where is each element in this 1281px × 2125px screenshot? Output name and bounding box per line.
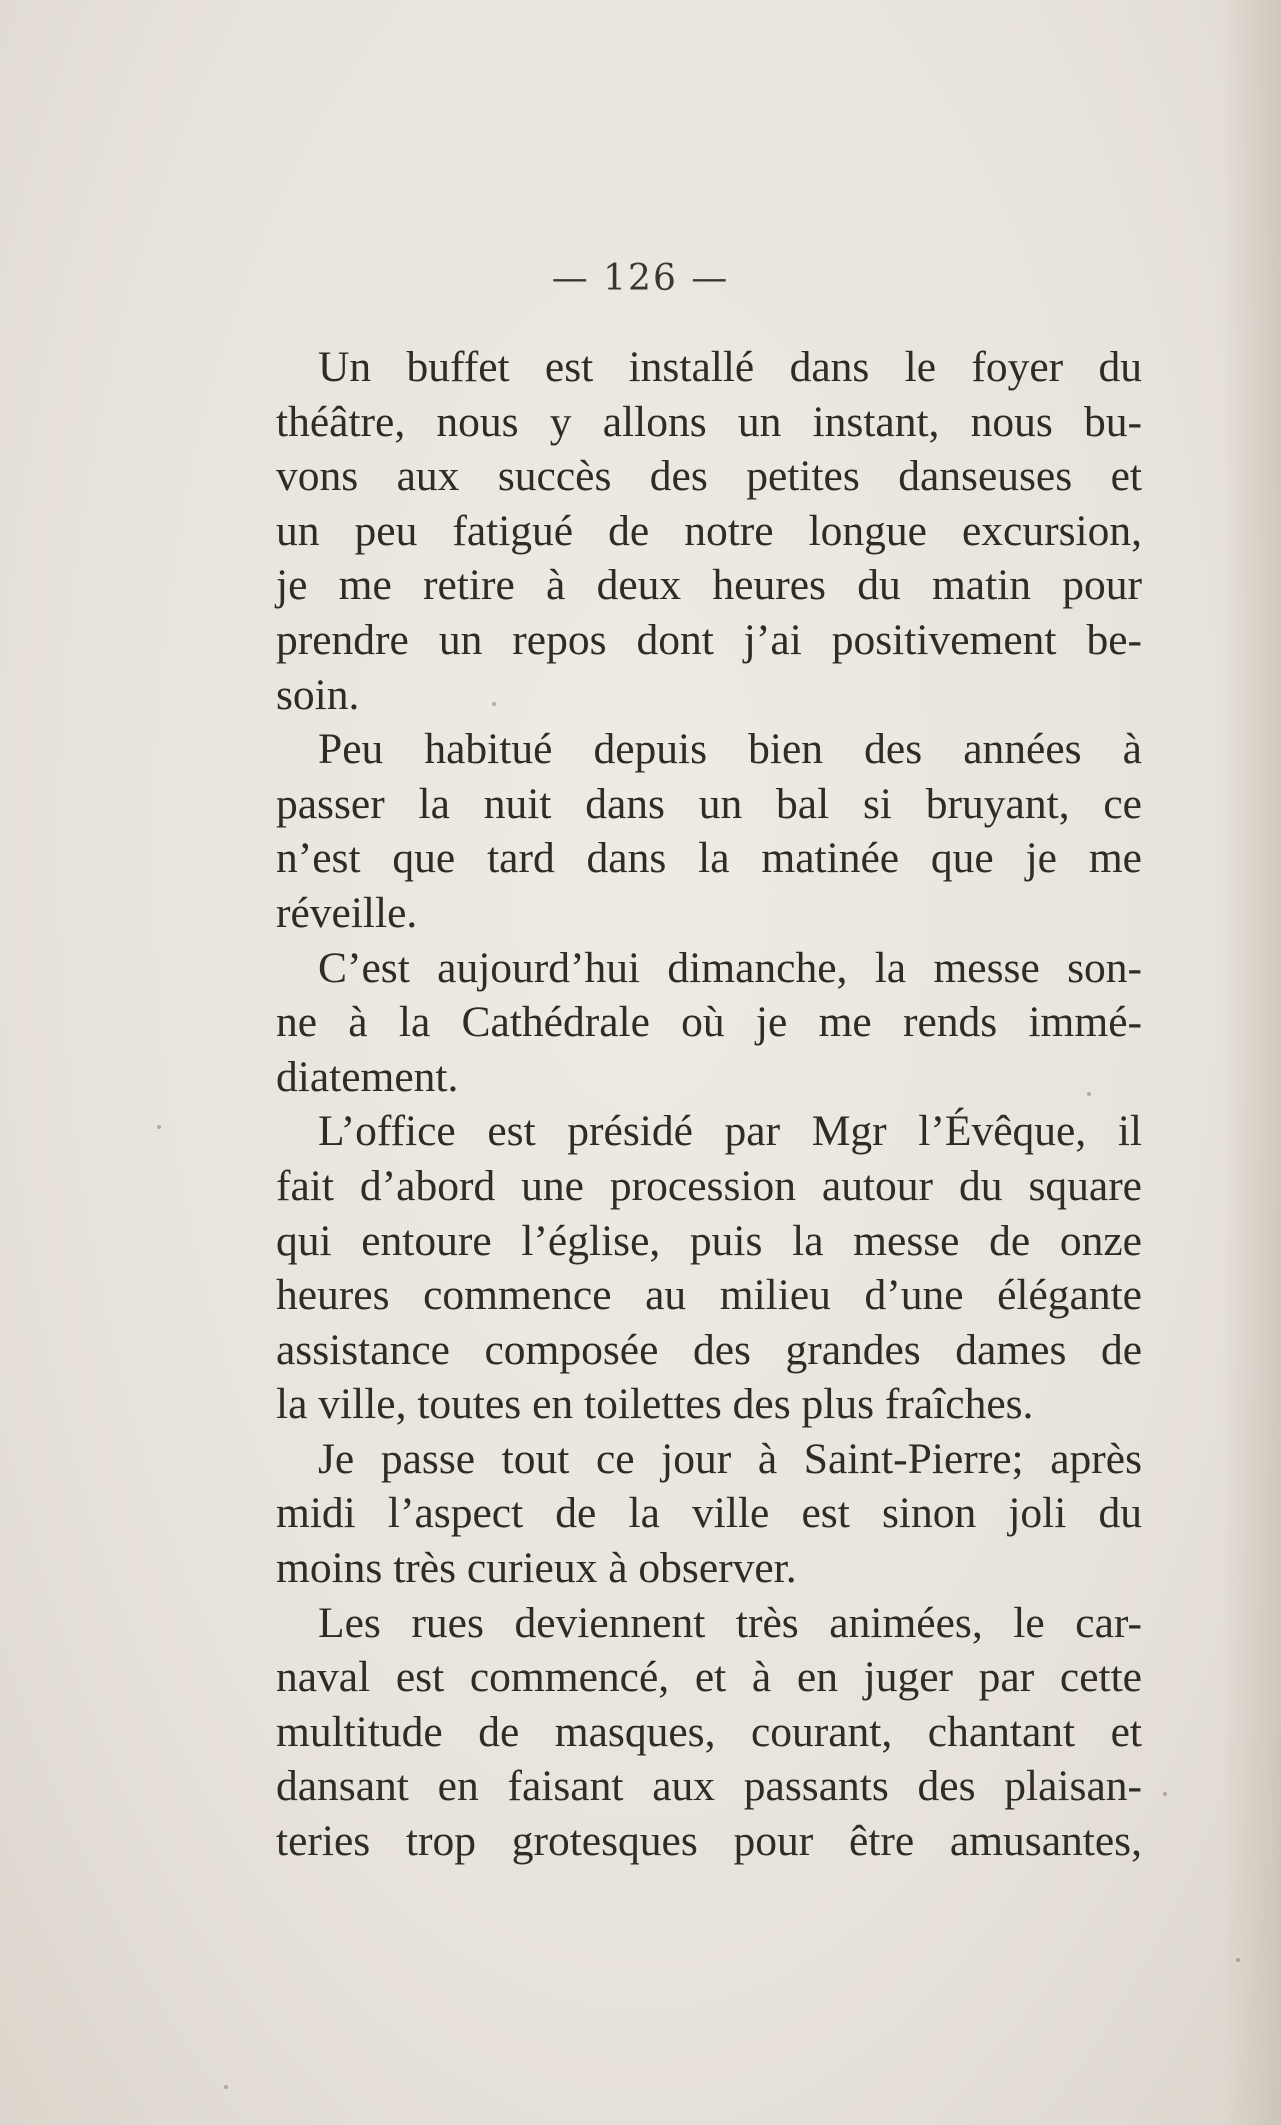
text-line: C’est aujourd’hui dimanche, la messe son- xyxy=(318,943,1142,992)
text-line: vons aux succès des petites danseuses et xyxy=(276,452,1142,501)
body-text xyxy=(276,340,1142,1869)
text-line: un peu fatigué de notre longue excursion, xyxy=(276,506,1142,555)
text-line: prendre un repos dont j’ai positivement be- xyxy=(276,615,1142,664)
text-line: assistance composée des grandes dames de xyxy=(276,1325,1142,1374)
text-line: Les rues deviennent très animées, le car- xyxy=(318,1598,1142,1647)
text-line: ne à la Cathédrale où je me rends immé- xyxy=(276,998,1142,1047)
text-line: théâtre, nous y allons un instant, nous bu- xyxy=(276,397,1142,446)
text-line: Peu habitué depuis bien des années à xyxy=(318,725,1142,774)
text-line: je me retire à deux heures du matin pour xyxy=(276,561,1142,610)
paper-speck xyxy=(157,1125,161,1129)
text-line: teries trop grotesques pour être amusantes, xyxy=(276,1817,1142,1866)
text-line: naval est commencé, et à en juger par cette xyxy=(276,1653,1142,1702)
text-line: passer la nuit dans un bal si bruyant, ce xyxy=(276,779,1142,828)
paper-speck xyxy=(1236,1958,1240,1962)
text-line: fait d’abord une procession autour du square xyxy=(276,1161,1142,1210)
text-line: multitude de masques, courant, chantant et xyxy=(276,1707,1142,1756)
text-line: Un buffet est installé dans le foyer du xyxy=(318,343,1142,391)
text-line: réveille. xyxy=(276,888,418,937)
text-line: moins très curieux à observer. xyxy=(276,1544,797,1593)
paper-speck xyxy=(492,702,496,706)
text-line: diatement. xyxy=(276,1052,459,1101)
paper-speck xyxy=(1087,1092,1091,1096)
text-line: midi l’aspect de la ville est sinon joli du xyxy=(276,1489,1142,1538)
text-line: dansant en faisant aux passants des plaisan- xyxy=(276,1762,1142,1811)
page-edge-shadow xyxy=(1221,0,1281,2125)
text-line: la ville, toutes en toilettes des plus fraîches. xyxy=(276,1380,1034,1429)
page-number: — 126 — xyxy=(551,258,730,299)
text-line: soin. xyxy=(276,670,360,719)
text-line: heures commence au milieu d’une élégante xyxy=(276,1271,1142,1320)
paper-speck xyxy=(224,2085,228,2089)
text-line: n’est que tard dans la matinée que je me xyxy=(276,834,1142,883)
text-line: L’office est présidé par Mgr l’Évêque, il xyxy=(318,1107,1142,1156)
paper-speck xyxy=(1163,1792,1167,1796)
text-line: qui entoure l’église, puis la messe de onze xyxy=(276,1216,1142,1265)
text-line: Je passe tout ce jour à Saint-Pierre; après xyxy=(318,1434,1142,1483)
